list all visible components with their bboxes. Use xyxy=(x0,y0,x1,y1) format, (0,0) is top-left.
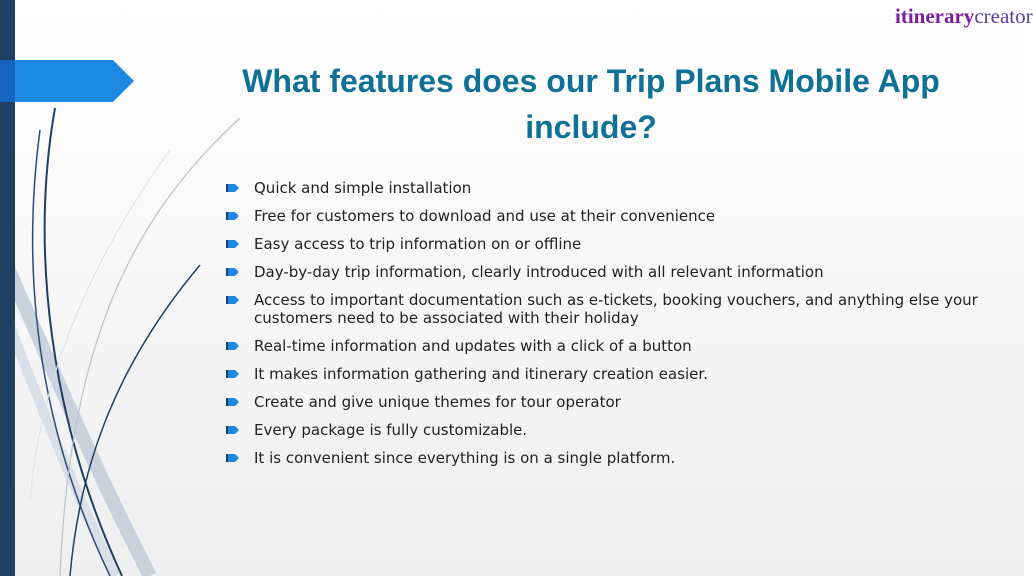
list-item xyxy=(226,235,986,253)
arrow-bullet-icon xyxy=(226,295,240,305)
arrow-bullet-icon xyxy=(226,453,240,463)
list-item-text: Access to important documentation such as e-tickets, booking vouchers, and anything else your customers need to be associated with their holiday xyxy=(254,291,978,327)
list-item-text: Create and give unique themes for tour operator xyxy=(254,393,621,411)
logo-part-itinerary: itinerary xyxy=(895,4,975,28)
list-item xyxy=(226,263,986,281)
list-item xyxy=(226,365,986,383)
feature-list xyxy=(226,179,986,477)
arrow-bullet-icon xyxy=(226,397,240,407)
list-item xyxy=(226,291,986,327)
arrow-bullet-icon xyxy=(226,425,240,435)
arrow-bullet-icon xyxy=(226,239,240,249)
slide-title: What features does our Trip Plans Mobile App include? xyxy=(242,63,940,145)
logo-part-creator: creator xyxy=(974,4,1033,28)
list-item-text: Quick and simple installation xyxy=(254,179,472,197)
list-item-text: Every package is fully customizable. xyxy=(254,421,528,439)
list-item-text: Real-time information and updates with a click of a button xyxy=(254,337,692,355)
arrow-tab xyxy=(0,60,134,102)
list-item xyxy=(226,449,986,467)
list-item-text: Easy access to trip information on or offline xyxy=(254,235,582,253)
list-item xyxy=(226,179,986,197)
arrow-bullet-icon xyxy=(226,183,240,193)
list-item-text: Free for customers to download and use at their convenience xyxy=(254,207,716,225)
list-item xyxy=(226,393,986,411)
brand-logo xyxy=(895,2,1033,30)
list-item-text: It is convenient since everything is on a single platform. xyxy=(254,449,676,467)
arrow-bullet-icon xyxy=(226,267,240,277)
arrow-bullet-icon xyxy=(226,369,240,379)
list-item xyxy=(226,337,986,355)
list-item xyxy=(226,421,986,439)
arrow-bullet-icon xyxy=(226,211,240,221)
list-item xyxy=(226,207,986,225)
list-item-text: It makes information gathering and itinerary creation easier. xyxy=(254,365,708,383)
arrow-bullet-icon xyxy=(226,341,240,351)
list-item-text: Day-by-day trip information, clearly introduced with all relevant information xyxy=(254,263,824,281)
